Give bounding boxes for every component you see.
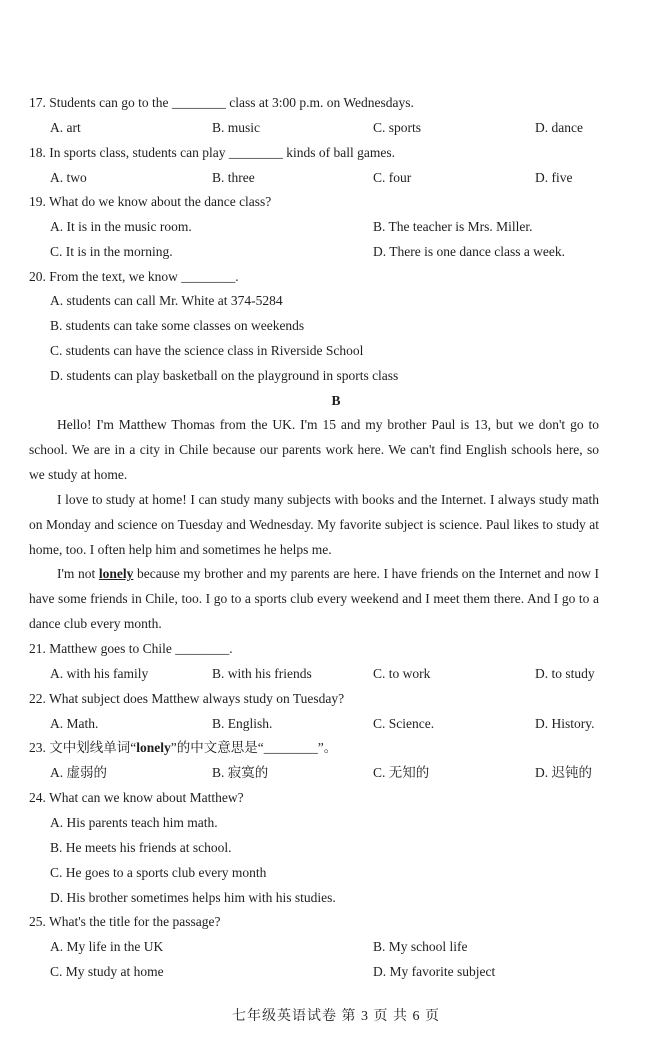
q25-stem: 25. What's the title for the passage? (29, 914, 221, 929)
q17-option-b: B. music (212, 120, 261, 135)
q20-option-a: A. students can call Mr. White at 374-5284 (50, 293, 283, 308)
q24-stem: 24. What can we know about Matthew? (29, 790, 244, 805)
passage-paragraph-3 (29, 562, 599, 636)
passage-paragraph-1: Hello! I'm Matthew Thomas from the UK. I'm 15 and my brother Paul is 13, but we don't go to school. We are in a city in Chile because our parents work here. We can't find English schools here, so we study at home. (29, 417, 599, 482)
q21-option-a: A. with his family (50, 666, 149, 681)
q22-stem: 22. What subject does Matthew always study on Tuesday? (29, 691, 345, 706)
q18-option-a: A. two (50, 170, 87, 185)
q24-option-c: C. He goes to a sports club every month (50, 865, 267, 880)
q21-stem: 21. Matthew goes to Chile ________. (29, 641, 233, 656)
q24-option-b: B. He meets his friends at school. (50, 840, 232, 855)
underlined-word: lonely (98, 566, 134, 581)
q17-option-c: C. sports (373, 120, 422, 135)
section-heading: B (331, 393, 341, 408)
q25-option-a: A. My life in the UK (50, 939, 164, 954)
q23-option-a: A. 虚弱的 (50, 765, 107, 780)
q22-option-d: D. History. (535, 716, 595, 731)
q23-option-c: C. 无知的 (373, 765, 430, 780)
q19-stem: 19. What do we know about the dance class? (29, 194, 272, 209)
q18-option-b: B. three (212, 170, 255, 185)
q23-stem (29, 739, 337, 757)
q18-option-d: D. five (535, 170, 573, 185)
q20-option-b: B. students can take some classes on weekends (50, 318, 305, 333)
page-footer: 七年级英语试卷 第 3 页 共 6 页 (232, 1009, 440, 1024)
q21-option-b: B. with his friends (212, 666, 312, 681)
passage-p3-after: because my brother and my parents are here. I have friends on the Internet and now I have some friends in Chile, too. I go to a sports club every weekend and I meet them there. And I go to a dance club every month. (29, 566, 599, 631)
q17-option-d: D. dance (535, 120, 583, 135)
q19-option-b: B. The teacher is Mrs. Miller. (373, 219, 533, 234)
q20-option-c: C. students can have the science class in Riverside School (50, 343, 364, 358)
passage-p3-before: I'm not (57, 566, 99, 581)
q23-option-b: B. 寂寞的 (212, 765, 269, 780)
q22-option-c: C. Science. (373, 716, 435, 731)
q17-option-a: A. art (50, 120, 81, 135)
q19-option-d: D. There is one dance class a week. (373, 244, 566, 259)
q23-stem-pre: 23. 文中划线单词“ (29, 740, 137, 755)
passage-paragraph-2: I love to study at home! I can study many subjects with books and the Internet. I always study math on Monday and science on Tuesday and Wednesday. My favorite subject is science. Paul likes to study at home, too. I often help him and sometimes he helps me. (29, 492, 599, 557)
q25-option-c: C. My study at home (50, 964, 164, 979)
q25-option-d: D. My favorite subject (373, 964, 496, 979)
q24-option-a: A. His parents teach him math. (50, 815, 218, 830)
q20-option-d: D. students can play basketball on the playground in sports class (50, 368, 399, 383)
q18-stem: 18. In sports class, students can play ________ kinds of ball games. (29, 145, 395, 160)
q23-stem-post: ”的中文意思是“________”。 (170, 740, 338, 755)
q21-option-c: C. to work (373, 666, 431, 681)
q22-option-a: A. Math. (50, 716, 99, 731)
q24-option-d: D. His brother sometimes helps him with his studies. (50, 890, 336, 905)
q23-stem-word: lonely (136, 740, 171, 755)
q20-stem: 20. From the text, we know ________. (29, 269, 239, 284)
q18-option-c: C. four (373, 170, 412, 185)
q23-option-d: D. 迟钝的 (535, 765, 592, 780)
q22-option-b: B. English. (212, 716, 273, 731)
q17-stem: 17. Students can go to the ________ class at 3:00 p.m. on Wednesdays. (29, 95, 414, 110)
q21-option-d: D. to study (535, 666, 595, 681)
q19-option-c: C. It is in the morning. (50, 244, 173, 259)
q25-option-b: B. My school life (373, 939, 468, 954)
q19-option-a: A. It is in the music room. (50, 219, 192, 234)
